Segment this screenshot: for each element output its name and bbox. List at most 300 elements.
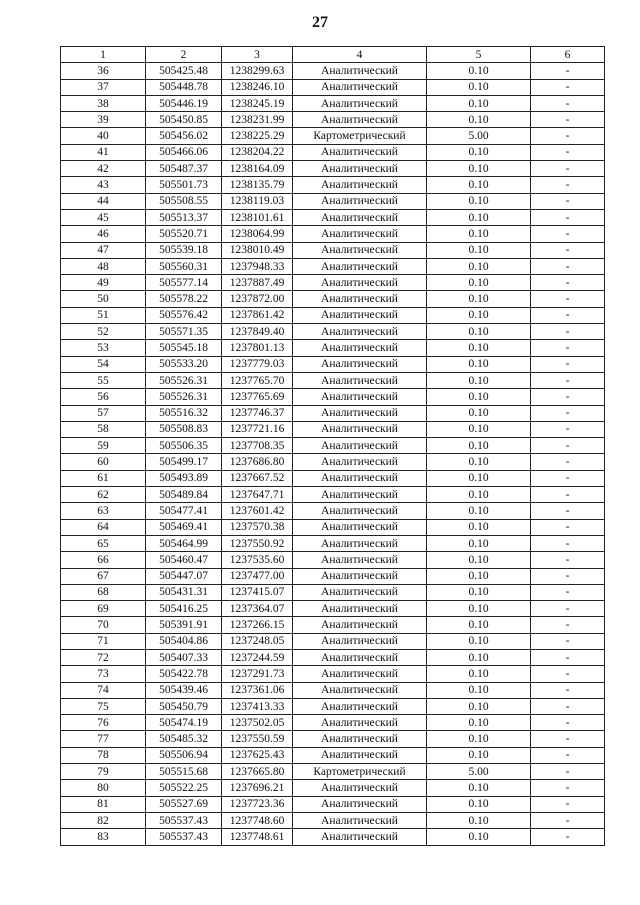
y-coordinate-cell: 1237291.73	[222, 666, 293, 682]
x-coordinate-cell: 505508.55	[146, 193, 222, 209]
method-cell: Аналитический	[293, 438, 427, 454]
note-cell: -	[531, 242, 605, 258]
y-coordinate-cell: 1237779.03	[222, 356, 293, 372]
method-cell: Аналитический	[293, 535, 427, 551]
x-coordinate-cell: 505439.46	[146, 682, 222, 698]
note-cell: -	[531, 275, 605, 291]
method-cell: Аналитический	[293, 177, 427, 193]
point-number-cell: 42	[61, 161, 146, 177]
point-number-cell: 65	[61, 535, 146, 551]
y-coordinate-cell: 1237570.38	[222, 519, 293, 535]
x-coordinate-cell: 505466.06	[146, 144, 222, 160]
accuracy-cell: 0.10	[427, 682, 531, 698]
accuracy-cell: 0.10	[427, 389, 531, 405]
note-cell: -	[531, 161, 605, 177]
accuracy-cell: 0.10	[427, 731, 531, 747]
point-number-cell: 66	[61, 552, 146, 568]
y-coordinate-cell: 1237361.06	[222, 682, 293, 698]
table-row	[61, 698, 605, 714]
accuracy-cell: 0.10	[427, 291, 531, 307]
point-number-cell: 63	[61, 503, 146, 519]
method-cell: Аналитический	[293, 209, 427, 225]
column-header-5: 5	[427, 47, 531, 63]
y-coordinate-cell: 1237364.07	[222, 601, 293, 617]
point-number-cell: 72	[61, 649, 146, 665]
accuracy-cell: 0.10	[427, 470, 531, 486]
point-number-cell: 55	[61, 372, 146, 388]
y-coordinate-cell: 1237647.71	[222, 487, 293, 503]
page-number: 27	[312, 14, 328, 31]
point-number-cell: 70	[61, 617, 146, 633]
note-cell: -	[531, 438, 605, 454]
note-cell: -	[531, 356, 605, 372]
accuracy-cell: 0.10	[427, 307, 531, 323]
y-coordinate-cell: 1237502.05	[222, 715, 293, 731]
accuracy-cell: 0.10	[427, 796, 531, 812]
table-row	[61, 193, 605, 209]
x-coordinate-cell: 505576.42	[146, 307, 222, 323]
method-cell: Аналитический	[293, 698, 427, 714]
note-cell: -	[531, 764, 605, 780]
note-cell: -	[531, 112, 605, 128]
table-row	[61, 209, 605, 225]
note-cell: -	[531, 535, 605, 551]
note-cell: -	[531, 584, 605, 600]
note-cell: -	[531, 307, 605, 323]
note-cell: -	[531, 340, 605, 356]
accuracy-cell: 0.10	[427, 63, 531, 79]
y-coordinate-cell: 1238225.29	[222, 128, 293, 144]
accuracy-cell: 0.10	[427, 405, 531, 421]
x-coordinate-cell: 505577.14	[146, 275, 222, 291]
table-row	[61, 780, 605, 796]
table-row	[61, 356, 605, 372]
note-cell: -	[531, 193, 605, 209]
accuracy-cell: 0.10	[427, 438, 531, 454]
table-row	[61, 389, 605, 405]
note-cell: -	[531, 601, 605, 617]
point-number-cell: 47	[61, 242, 146, 258]
x-coordinate-cell: 505450.85	[146, 112, 222, 128]
x-coordinate-cell: 505469.41	[146, 519, 222, 535]
method-cell: Аналитический	[293, 552, 427, 568]
column-header-2: 2	[146, 47, 222, 63]
accuracy-cell: 0.10	[427, 780, 531, 796]
table-row	[61, 519, 605, 535]
y-coordinate-cell: 1237667.52	[222, 470, 293, 486]
point-number-cell: 40	[61, 128, 146, 144]
accuracy-cell: 0.10	[427, 666, 531, 682]
x-coordinate-cell: 505560.31	[146, 258, 222, 274]
y-coordinate-cell: 1237748.60	[222, 812, 293, 828]
column-header-6: 6	[531, 47, 605, 63]
y-coordinate-cell: 1237550.59	[222, 731, 293, 747]
table-row	[61, 144, 605, 160]
y-coordinate-cell: 1237948.33	[222, 258, 293, 274]
y-coordinate-cell: 1237601.42	[222, 503, 293, 519]
table-row	[61, 487, 605, 503]
table-row	[61, 812, 605, 828]
accuracy-cell: 0.10	[427, 454, 531, 470]
method-cell: Аналитический	[293, 291, 427, 307]
point-number-cell: 77	[61, 731, 146, 747]
y-coordinate-cell: 1237696.21	[222, 780, 293, 796]
accuracy-cell: 0.10	[427, 715, 531, 731]
method-cell: Аналитический	[293, 95, 427, 111]
table-row	[61, 421, 605, 437]
y-coordinate-cell: 1238246.10	[222, 79, 293, 95]
x-coordinate-cell: 505425.48	[146, 63, 222, 79]
point-number-cell: 74	[61, 682, 146, 698]
method-cell: Аналитический	[293, 829, 427, 845]
note-cell: -	[531, 747, 605, 763]
y-coordinate-cell: 1237625.43	[222, 747, 293, 763]
point-number-cell: 54	[61, 356, 146, 372]
accuracy-cell: 0.10	[427, 584, 531, 600]
y-coordinate-cell: 1237266.15	[222, 617, 293, 633]
point-number-cell: 38	[61, 95, 146, 111]
point-number-cell: 44	[61, 193, 146, 209]
table-row	[61, 829, 605, 845]
accuracy-cell: 0.10	[427, 324, 531, 340]
y-coordinate-cell: 1238010.49	[222, 242, 293, 258]
y-coordinate-cell: 1237244.59	[222, 649, 293, 665]
method-cell: Аналитический	[293, 454, 427, 470]
y-coordinate-cell: 1237721.16	[222, 421, 293, 437]
x-coordinate-cell: 505537.43	[146, 812, 222, 828]
x-coordinate-cell: 505515.68	[146, 764, 222, 780]
y-coordinate-cell: 1238135.79	[222, 177, 293, 193]
coordinates-table	[60, 46, 605, 846]
table-row	[61, 601, 605, 617]
x-coordinate-cell: 505404.86	[146, 633, 222, 649]
x-coordinate-cell: 505578.22	[146, 291, 222, 307]
method-cell: Аналитический	[293, 356, 427, 372]
y-coordinate-cell: 1238299.63	[222, 63, 293, 79]
x-coordinate-cell: 505499.17	[146, 454, 222, 470]
y-coordinate-cell: 1237665.80	[222, 764, 293, 780]
method-cell: Аналитический	[293, 812, 427, 828]
column-header-4: 4	[293, 47, 427, 63]
x-coordinate-cell: 505571.35	[146, 324, 222, 340]
table-body	[61, 63, 605, 845]
point-number-cell: 52	[61, 324, 146, 340]
y-coordinate-cell: 1238231.99	[222, 112, 293, 128]
table-row	[61, 454, 605, 470]
accuracy-cell: 0.10	[427, 161, 531, 177]
method-cell: Аналитический	[293, 63, 427, 79]
point-number-cell: 46	[61, 226, 146, 242]
x-coordinate-cell: 505456.02	[146, 128, 222, 144]
table-row	[61, 324, 605, 340]
table-row	[61, 666, 605, 682]
note-cell: -	[531, 226, 605, 242]
note-cell: -	[531, 291, 605, 307]
x-coordinate-cell: 505407.33	[146, 649, 222, 665]
table-row	[61, 258, 605, 274]
point-number-cell: 76	[61, 715, 146, 731]
method-cell: Аналитический	[293, 649, 427, 665]
point-number-cell: 68	[61, 584, 146, 600]
method-cell: Аналитический	[293, 470, 427, 486]
note-cell: -	[531, 731, 605, 747]
accuracy-cell: 5.00	[427, 128, 531, 144]
note-cell: -	[531, 421, 605, 437]
note-cell: -	[531, 405, 605, 421]
accuracy-cell: 0.10	[427, 226, 531, 242]
x-coordinate-cell: 505464.99	[146, 535, 222, 551]
note-cell: -	[531, 209, 605, 225]
table-row	[61, 405, 605, 421]
table-row	[61, 796, 605, 812]
point-number-cell: 53	[61, 340, 146, 356]
x-coordinate-cell: 505489.84	[146, 487, 222, 503]
note-cell: -	[531, 633, 605, 649]
table-row	[61, 63, 605, 79]
y-coordinate-cell: 1237887.49	[222, 275, 293, 291]
y-coordinate-cell: 1237477.00	[222, 568, 293, 584]
note-cell: -	[531, 470, 605, 486]
x-coordinate-cell: 505516.32	[146, 405, 222, 421]
point-number-cell: 79	[61, 764, 146, 780]
method-cell: Аналитический	[293, 340, 427, 356]
method-cell: Аналитический	[293, 242, 427, 258]
accuracy-cell: 0.10	[427, 79, 531, 95]
x-coordinate-cell: 505448.78	[146, 79, 222, 95]
method-cell: Картометрический	[293, 128, 427, 144]
table-row	[61, 470, 605, 486]
accuracy-cell: 0.10	[427, 177, 531, 193]
table-row	[61, 161, 605, 177]
x-coordinate-cell: 505545.18	[146, 340, 222, 356]
y-coordinate-cell: 1238064.99	[222, 226, 293, 242]
y-coordinate-cell: 1238204.22	[222, 144, 293, 160]
note-cell: -	[531, 389, 605, 405]
note-cell: -	[531, 372, 605, 388]
point-number-cell: 49	[61, 275, 146, 291]
method-cell: Аналитический	[293, 682, 427, 698]
point-number-cell: 37	[61, 79, 146, 95]
point-number-cell: 57	[61, 405, 146, 421]
table-row	[61, 438, 605, 454]
method-cell: Аналитический	[293, 324, 427, 340]
y-coordinate-cell: 1237413.33	[222, 698, 293, 714]
table-row	[61, 568, 605, 584]
method-cell: Аналитический	[293, 584, 427, 600]
note-cell: -	[531, 682, 605, 698]
accuracy-cell: 0.10	[427, 112, 531, 128]
method-cell: Аналитический	[293, 193, 427, 209]
x-coordinate-cell: 505446.19	[146, 95, 222, 111]
method-cell: Аналитический	[293, 405, 427, 421]
y-coordinate-cell: 1238245.19	[222, 95, 293, 111]
table-row	[61, 731, 605, 747]
x-coordinate-cell: 505487.37	[146, 161, 222, 177]
method-cell: Аналитический	[293, 617, 427, 633]
x-coordinate-cell: 505539.18	[146, 242, 222, 258]
y-coordinate-cell: 1238119.03	[222, 193, 293, 209]
table-row	[61, 633, 605, 649]
note-cell: -	[531, 258, 605, 274]
table-row	[61, 372, 605, 388]
point-number-cell: 80	[61, 780, 146, 796]
y-coordinate-cell: 1237248.05	[222, 633, 293, 649]
y-coordinate-cell: 1237872.00	[222, 291, 293, 307]
method-cell: Аналитический	[293, 747, 427, 763]
x-coordinate-cell: 505533.20	[146, 356, 222, 372]
point-number-cell: 62	[61, 487, 146, 503]
method-cell: Аналитический	[293, 389, 427, 405]
point-number-cell: 78	[61, 747, 146, 763]
note-cell: -	[531, 698, 605, 714]
note-cell: -	[531, 63, 605, 79]
note-cell: -	[531, 829, 605, 845]
table-row	[61, 552, 605, 568]
x-coordinate-cell: 505447.07	[146, 568, 222, 584]
note-cell: -	[531, 128, 605, 144]
table-row	[61, 715, 605, 731]
header-row	[61, 47, 605, 63]
note-cell: -	[531, 666, 605, 682]
method-cell: Аналитический	[293, 112, 427, 128]
accuracy-cell: 0.10	[427, 372, 531, 388]
point-number-cell: 81	[61, 796, 146, 812]
accuracy-cell: 0.10	[427, 340, 531, 356]
accuracy-cell: 0.10	[427, 747, 531, 763]
method-cell: Аналитический	[293, 780, 427, 796]
point-number-cell: 64	[61, 519, 146, 535]
y-coordinate-cell: 1237801.13	[222, 340, 293, 356]
note-cell: -	[531, 812, 605, 828]
method-cell: Аналитический	[293, 79, 427, 95]
accuracy-cell: 0.10	[427, 617, 531, 633]
note-cell: -	[531, 780, 605, 796]
x-coordinate-cell: 505526.31	[146, 372, 222, 388]
accuracy-cell: 0.10	[427, 568, 531, 584]
column-header-3: 3	[222, 47, 293, 63]
accuracy-cell: 0.10	[427, 601, 531, 617]
note-cell: -	[531, 568, 605, 584]
y-coordinate-cell: 1237765.70	[222, 372, 293, 388]
table-row	[61, 275, 605, 291]
table-row	[61, 79, 605, 95]
accuracy-cell: 0.10	[427, 209, 531, 225]
table-row	[61, 764, 605, 780]
point-number-cell: 41	[61, 144, 146, 160]
point-number-cell: 51	[61, 307, 146, 323]
point-number-cell: 48	[61, 258, 146, 274]
x-coordinate-cell: 505431.31	[146, 584, 222, 600]
point-number-cell: 82	[61, 812, 146, 828]
point-number-cell: 39	[61, 112, 146, 128]
x-coordinate-cell: 505460.47	[146, 552, 222, 568]
x-coordinate-cell: 505506.94	[146, 747, 222, 763]
accuracy-cell: 0.10	[427, 535, 531, 551]
accuracy-cell: 0.10	[427, 242, 531, 258]
note-cell: -	[531, 796, 605, 812]
x-coordinate-cell: 505501.73	[146, 177, 222, 193]
method-cell: Аналитический	[293, 258, 427, 274]
method-cell: Аналитический	[293, 666, 427, 682]
x-coordinate-cell: 505527.69	[146, 796, 222, 812]
accuracy-cell: 0.10	[427, 275, 531, 291]
accuracy-cell: 0.10	[427, 356, 531, 372]
point-number-cell: 43	[61, 177, 146, 193]
table-row	[61, 307, 605, 323]
accuracy-cell: 0.10	[427, 829, 531, 845]
note-cell: -	[531, 177, 605, 193]
table-row	[61, 95, 605, 111]
note-cell: -	[531, 552, 605, 568]
accuracy-cell: 0.10	[427, 421, 531, 437]
point-number-cell: 45	[61, 209, 146, 225]
y-coordinate-cell: 1237765.69	[222, 389, 293, 405]
x-coordinate-cell: 505520.71	[146, 226, 222, 242]
accuracy-cell: 0.10	[427, 519, 531, 535]
point-number-cell: 67	[61, 568, 146, 584]
method-cell: Аналитический	[293, 601, 427, 617]
point-number-cell: 36	[61, 63, 146, 79]
point-number-cell: 71	[61, 633, 146, 649]
table-row	[61, 112, 605, 128]
x-coordinate-cell: 505485.32	[146, 731, 222, 747]
note-cell: -	[531, 95, 605, 111]
table-row	[61, 177, 605, 193]
x-coordinate-cell: 505416.25	[146, 601, 222, 617]
table-row	[61, 747, 605, 763]
x-coordinate-cell: 505450.79	[146, 698, 222, 714]
method-cell: Аналитический	[293, 503, 427, 519]
x-coordinate-cell: 505474.19	[146, 715, 222, 731]
x-coordinate-cell: 505477.41	[146, 503, 222, 519]
method-cell: Аналитический	[293, 144, 427, 160]
method-cell: Аналитический	[293, 731, 427, 747]
method-cell: Аналитический	[293, 796, 427, 812]
method-cell: Аналитический	[293, 568, 427, 584]
note-cell: -	[531, 649, 605, 665]
table-row	[61, 128, 605, 144]
method-cell: Аналитический	[293, 307, 427, 323]
table-row	[61, 682, 605, 698]
note-cell: -	[531, 487, 605, 503]
y-coordinate-cell: 1237746.37	[222, 405, 293, 421]
y-coordinate-cell: 1237550.92	[222, 535, 293, 551]
point-number-cell: 58	[61, 421, 146, 437]
x-coordinate-cell: 505513.37	[146, 209, 222, 225]
point-number-cell: 50	[61, 291, 146, 307]
accuracy-cell: 0.10	[427, 698, 531, 714]
y-coordinate-cell: 1237849.40	[222, 324, 293, 340]
accuracy-cell: 0.10	[427, 503, 531, 519]
table-row	[61, 226, 605, 242]
note-cell: -	[531, 715, 605, 731]
point-number-cell: 60	[61, 454, 146, 470]
note-cell: -	[531, 519, 605, 535]
accuracy-cell: 0.10	[427, 552, 531, 568]
table-row	[61, 242, 605, 258]
y-coordinate-cell: 1237748.61	[222, 829, 293, 845]
y-coordinate-cell: 1238101.61	[222, 209, 293, 225]
accuracy-cell: 0.10	[427, 487, 531, 503]
method-cell: Аналитический	[293, 275, 427, 291]
y-coordinate-cell: 1237861.42	[222, 307, 293, 323]
point-number-cell: 59	[61, 438, 146, 454]
y-coordinate-cell: 1238164.09	[222, 161, 293, 177]
point-number-cell: 56	[61, 389, 146, 405]
accuracy-cell: 0.10	[427, 258, 531, 274]
column-header-1: 1	[61, 47, 146, 63]
y-coordinate-cell: 1237415.07	[222, 584, 293, 600]
